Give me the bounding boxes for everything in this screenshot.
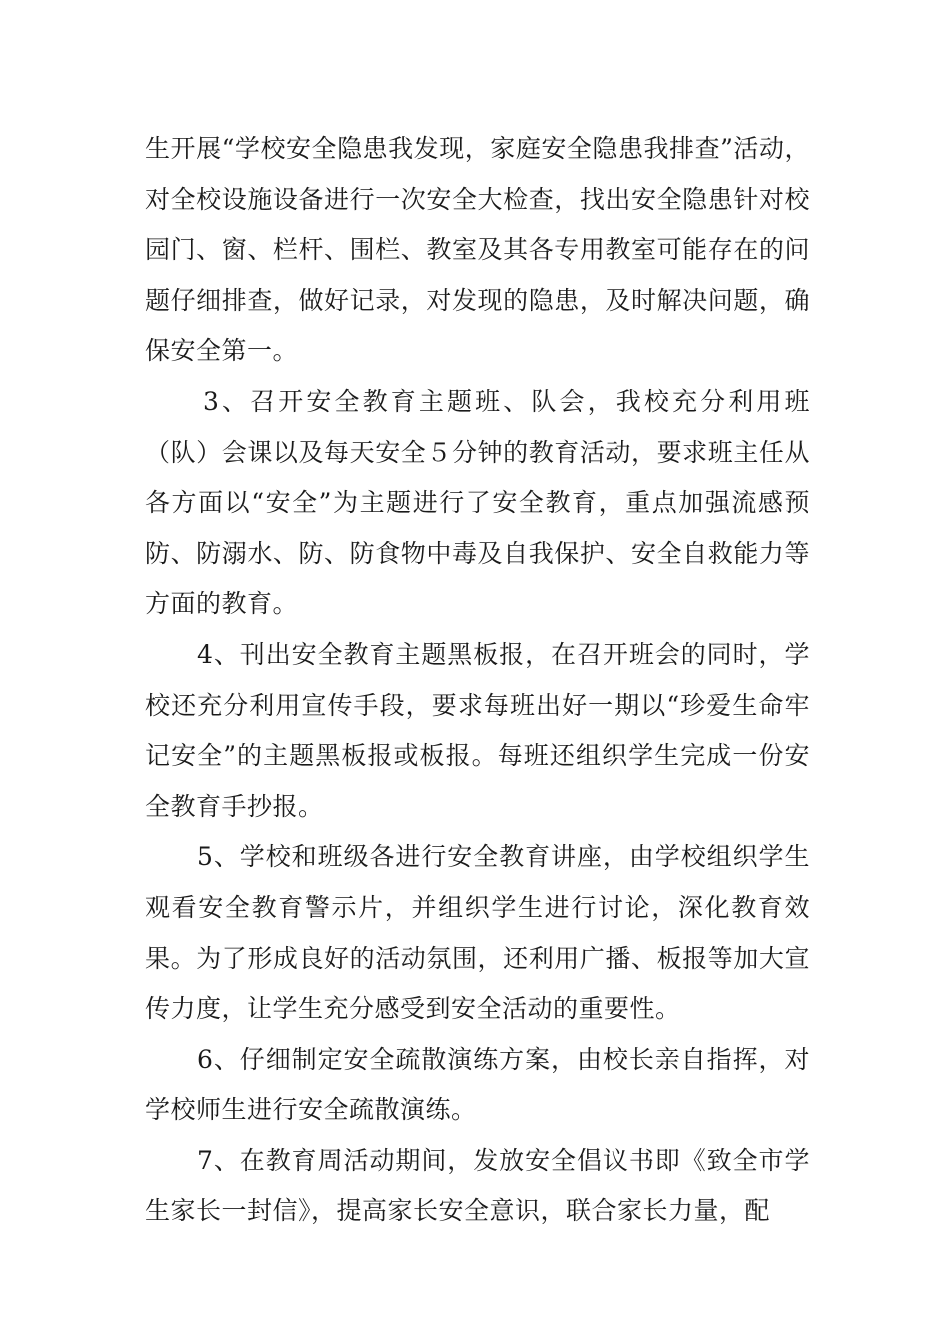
paragraph-item-7: 7、在教育周活动期间，发放安全倡议书即《致全市学生家长一封信》，提高家长安全意识，联合家长力量，配: [145, 1145, 810, 1226]
paragraph-continued: 生开展“学校安全隐患我发现，家庭安全隐患我排查”活动，对全校设施设备进行一次安全大检查，找出安全隐患针对校园门、窗、栏杆、围栏、教室及其各专用教室可能存在的问题仔细排查，做好记录，对发现的隐患，及时解决问题，确保安全第一。: [145, 134, 810, 366]
paragraph-item-6: 6、仔细制定安全疏散演练方案，由校长亲自指挥，对学校师生进行安全疏散演练。: [145, 1044, 810, 1125]
paragraph-item-4: 4、刊出安全教育主题黑板报，在召开班会的同时，学校还充分利用宣传手段，要求每班出好一期以“珍爱生命牢记安全”的主题黑板报或板报。每班还组织学生完成一份安全教育手抄报。: [145, 639, 810, 821]
document-body: [145, 124, 810, 1237]
paragraph-item-3: 3、召开安全教育主题班、队会，我校充分利用班（队）会课以及每天安全５分钟的教育活动，要求班主任从各方面以“安全”为主题进行了安全教育，重点加强流感预防、防溺水、防、防食物中毒及自我保护、安全自救能力等方面的教育。: [145, 386, 810, 619]
paragraph-item-5: 5、学校和班级各进行安全教育讲座，由学校组织学生观看安全教育警示片，并组织学生进行讨论，深化教育效果。为了形成良好的活动氛围，还利用广播、板报等加大宣传力度，让学生充分感受到安全活动的重要性。: [145, 842, 810, 1024]
